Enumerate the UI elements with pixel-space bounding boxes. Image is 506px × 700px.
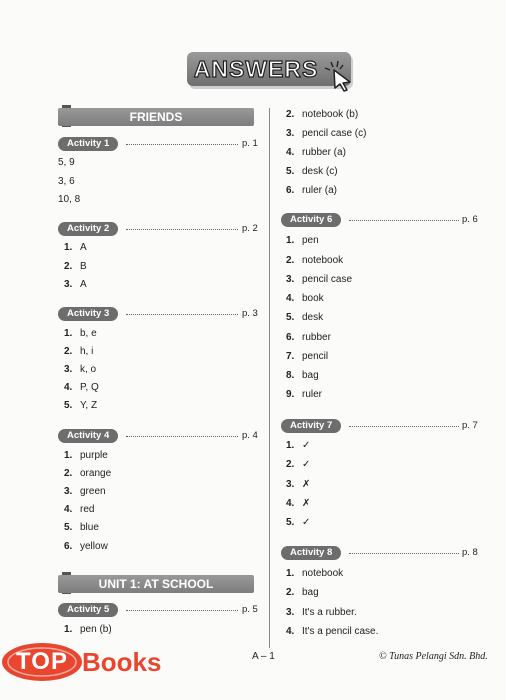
answer-item: 10, 8 <box>58 194 81 205</box>
activity-label: Activity 8 <box>281 546 341 560</box>
answer-item: 1. purple <box>64 450 108 461</box>
answer-item: 5. blue <box>64 522 99 533</box>
activity-label: Activity 7 <box>281 419 341 433</box>
answer-item: 2. h, i <box>64 346 94 357</box>
leader-dots <box>126 229 238 230</box>
answer-item: 2. B <box>64 261 87 272</box>
answer-item: 8. bag <box>286 370 319 381</box>
answer-item: 6. rubber <box>286 332 331 343</box>
answer-item: 3. k, o <box>64 364 97 375</box>
page-number: A – 1 <box>252 651 275 662</box>
answer-item: 4. P, Q <box>64 382 99 393</box>
column-divider <box>269 108 270 648</box>
leader-dots <box>126 610 238 611</box>
activity-label: Activity 2 <box>58 222 118 236</box>
answer-item: 1. A <box>64 242 87 253</box>
answer-item: 1. pen (b) <box>64 624 112 635</box>
section-title-unit1: UNIT 1: AT SCHOOL <box>58 575 254 593</box>
activity-5-header <box>58 603 260 617</box>
activity-2-header <box>58 222 260 236</box>
answer-item: 3. pencil case <box>286 274 353 285</box>
activity-7-header <box>281 419 481 433</box>
answer-item: 3. ✗ <box>286 479 311 490</box>
activity-label: Activity 3 <box>58 307 118 321</box>
answer-item: 5. desk (c) <box>286 166 338 177</box>
topbooks-watermark <box>0 640 185 684</box>
answer-item: 5. Y, Z <box>64 400 98 411</box>
page-reference: p. 7 <box>462 420 478 431</box>
activity-label: Activity 6 <box>281 213 341 227</box>
answer-item: 5, 9 <box>58 157 75 168</box>
leader-dots <box>126 144 238 145</box>
answer-item: 7. pencil <box>286 351 329 362</box>
page-reference: p. 4 <box>242 430 258 441</box>
activity-4-header <box>58 429 260 443</box>
answer-item: 3, 6 <box>58 176 75 187</box>
leader-dots <box>349 553 459 554</box>
answer-item: 4. It's a pencil case. <box>286 626 379 637</box>
page-reference: p. 8 <box>462 547 478 558</box>
answer-item: 6. ruler (a) <box>286 185 338 196</box>
answer-item: 1. ✓ <box>286 440 311 451</box>
leader-dots <box>126 314 238 315</box>
answer-item: 2. notebook (b) <box>286 109 359 120</box>
activity-6-header <box>281 213 481 227</box>
answer-item: 9. ruler <box>286 389 323 400</box>
answer-item: 4. rubber (a) <box>286 147 346 158</box>
answer-item: 3. It's a rubber. <box>286 607 357 618</box>
page-reference: p. 2 <box>242 223 258 234</box>
answer-item: 3. pencil case (c) <box>286 128 367 139</box>
section-title-friends: FRIENDS <box>58 108 254 126</box>
answer-item: 2. orange <box>64 468 112 479</box>
page-title: ANSWERS <box>193 56 319 82</box>
answer-item: 3. green <box>64 486 106 497</box>
answer-item: 4. red <box>64 504 95 515</box>
answer-item: 5. desk <box>286 312 324 323</box>
page-reference: p. 3 <box>242 308 258 319</box>
leader-dots <box>349 220 459 221</box>
leader-dots <box>126 436 238 437</box>
activity-label: Activity 1 <box>58 137 118 151</box>
copyright-text: © Tunas Pelangi Sdn. Bhd. <box>379 651 488 662</box>
answer-item: 4. ✗ <box>286 498 311 509</box>
answer-item: 1. notebook <box>286 568 344 579</box>
answer-item: 4. book <box>286 293 324 304</box>
answer-item: 5. ✓ <box>286 517 311 528</box>
page-reference: p. 1 <box>242 138 258 149</box>
answer-item: 1. pen <box>286 235 319 246</box>
page-reference: p. 5 <box>242 604 258 615</box>
activity-3-header <box>58 307 260 321</box>
answer-item: 2. notebook <box>286 255 344 266</box>
answer-item: 2. ✓ <box>286 459 311 470</box>
watermark-books-text: Books <box>82 647 162 677</box>
answer-item: 1. b, e <box>64 328 97 339</box>
page-reference: p. 6 <box>462 214 478 225</box>
answer-item: 3. A <box>64 279 87 290</box>
activity-8-header <box>281 546 481 560</box>
leader-dots <box>349 426 459 427</box>
cursor-arrow-icon <box>322 58 358 94</box>
activity-label: Activity 4 <box>58 429 118 443</box>
answer-item: 6. yellow <box>64 541 108 552</box>
watermark-top-text: TOP <box>16 648 68 675</box>
activity-1-header <box>58 137 260 151</box>
answer-item: 2. bag <box>286 587 319 598</box>
activity-label: Activity 5 <box>58 603 118 617</box>
